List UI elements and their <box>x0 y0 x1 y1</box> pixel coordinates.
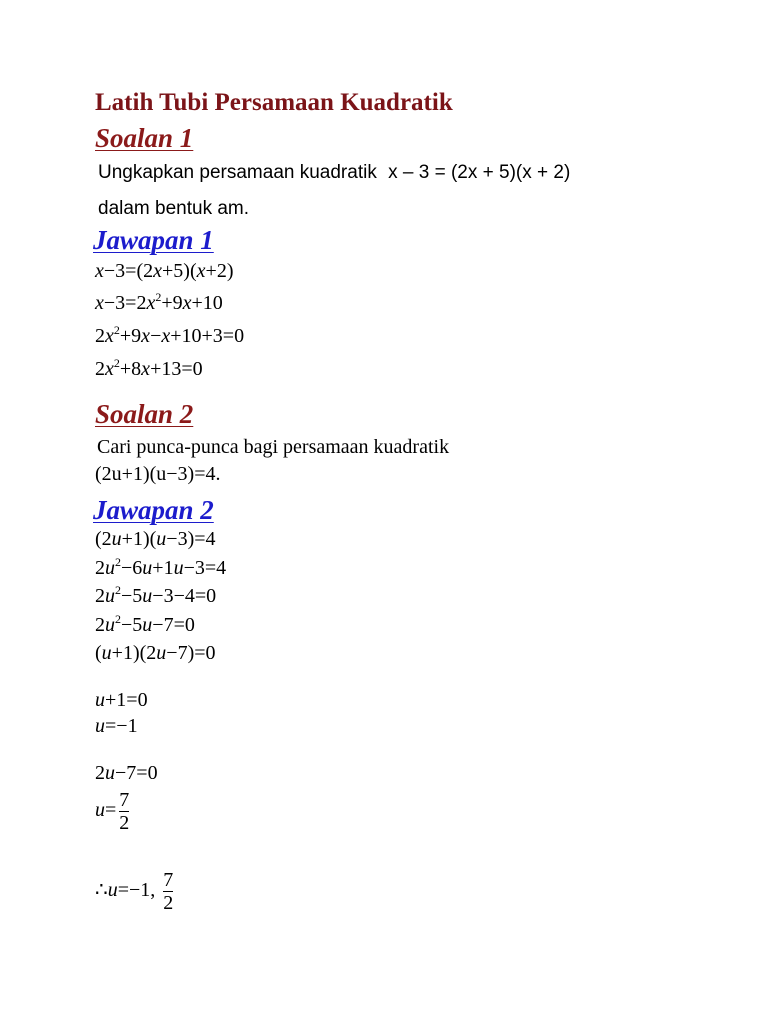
jawapan-2-step-1: (2u+1)(u−3)=4 <box>95 528 216 550</box>
soalan-1-heading: Soalan 1 <box>95 123 194 153</box>
jawapan-2-step-3: $2u^2-5u-3-4=0$ <box>95 583 217 607</box>
soalan-2-heading: Soalan 2 <box>95 399 194 429</box>
conclusion-lhs: ∴u=−1, <box>95 879 156 902</box>
jawapan-2-step-5: (u+1)(2u−7)=0 <box>95 642 216 664</box>
soalan-2-line-1: Cari punca-punca bagi persamaan kuadratik <box>97 436 450 458</box>
jawapan-1-step-3: $2x^2+9x-x+10+3=0$ <box>95 323 245 347</box>
soalan-1-line-1 <box>98 161 570 185</box>
soalan-1-line-2: dalam bentuk am. <box>98 198 250 219</box>
case-2-fraction <box>119 790 129 833</box>
soalan-2-line-2: (2u+1)(u−3)=4. <box>95 463 221 485</box>
case-2-lhs: u= <box>95 799 117 822</box>
conclusion-fraction <box>163 870 173 913</box>
page-title: Latih Tubi Persamaan Kuadratik <box>95 89 453 116</box>
soalan-1-text: Ungkapkan persamaan kuadratik <box>98 162 377 183</box>
conclusion <box>95 870 173 913</box>
fraction-denominator: 2 <box>163 892 174 914</box>
jawapan-2-step-2: $2u^2-6u+1u-3=4$ <box>95 555 227 579</box>
soalan-1-equation: x – 3 = (2x + 5)(x + 2) <box>388 162 571 183</box>
jawapan-2-heading: Jawapan 2 <box>93 495 214 525</box>
case-1-line-2: u=−1 <box>95 715 138 737</box>
jawapan-2-step-4: $2u^2-5u-7=0$ <box>95 612 195 636</box>
case-2-line-1: 2u−7=0 <box>95 762 158 784</box>
jawapan-1-step-1: x−3=(2x+5)(x+2) <box>95 260 234 282</box>
jawapan-1-step-2: $x-3=2x^2+9x+10$ <box>95 290 223 314</box>
jawapan-1-heading: Jawapan 1 <box>93 225 214 255</box>
fraction-numerator: 7 <box>163 869 174 891</box>
jawapan-1-step-4: $2x^2+8x+13=0$ <box>95 356 203 380</box>
fraction-numerator: 7 <box>119 789 130 811</box>
fraction-denominator: 2 <box>119 812 130 834</box>
case-1-line-1: u+1=0 <box>95 689 148 711</box>
case-2-line-2 <box>95 790 129 833</box>
